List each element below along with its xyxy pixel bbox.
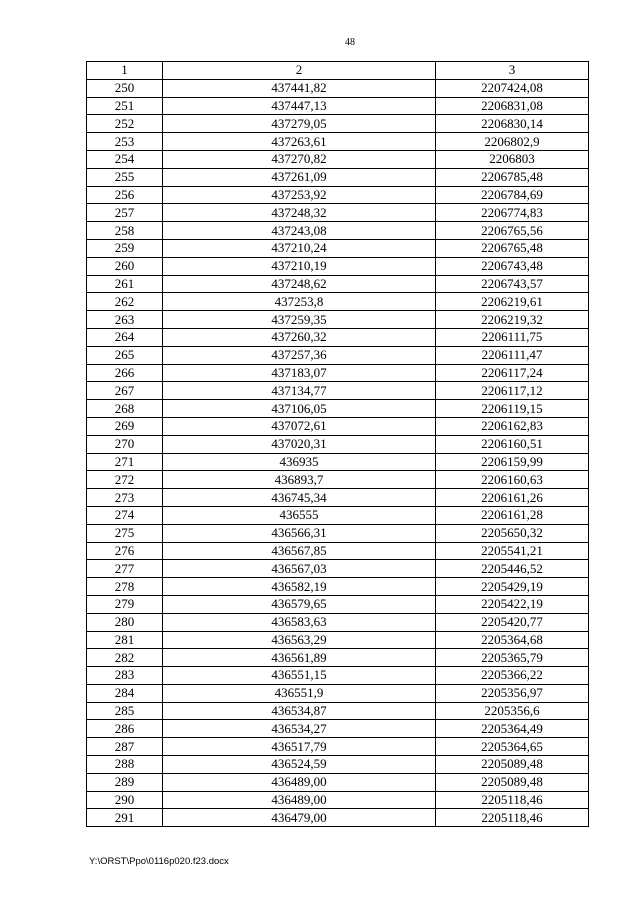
table-row — [87, 115, 589, 133]
table-row — [87, 773, 589, 791]
coordinate-x-cell: 437183,07 — [163, 364, 436, 382]
coordinate-y-cell: 2206774,83 — [436, 204, 589, 222]
point-number-cell: 270 — [87, 435, 163, 453]
coordinate-y-cell: 2205364,68 — [436, 631, 589, 649]
point-number-cell: 283 — [87, 667, 163, 685]
coordinate-x-cell: 436517,79 — [163, 738, 436, 756]
column-header-1: 1 — [87, 62, 163, 80]
coordinate-x-cell: 437243,08 — [163, 222, 436, 240]
coordinate-x-cell: 437441,82 — [163, 79, 436, 97]
coordinate-x-cell: 437261,09 — [163, 168, 436, 186]
coordinate-x-cell: 436893,7 — [163, 471, 436, 489]
table-row — [87, 346, 589, 364]
point-number-cell: 286 — [87, 720, 163, 738]
table-row — [87, 578, 589, 596]
point-number-cell: 254 — [87, 150, 163, 168]
coordinate-y-cell: 2205541,21 — [436, 542, 589, 560]
table-row — [87, 613, 589, 631]
coordinate-y-cell: 2206785,48 — [436, 168, 589, 186]
table-row — [87, 489, 589, 507]
coordinate-x-cell: 436534,87 — [163, 702, 436, 720]
coordinate-x-cell: 437134,77 — [163, 382, 436, 400]
coordinate-y-cell: 2205089,48 — [436, 773, 589, 791]
page-number: 48 — [345, 37, 355, 48]
point-number-cell: 265 — [87, 346, 163, 364]
column-header-2: 2 — [163, 62, 436, 80]
point-number-cell: 280 — [87, 613, 163, 631]
coordinate-x-cell: 436555 — [163, 506, 436, 524]
coordinate-y-cell: 2206830,14 — [436, 115, 589, 133]
coordinate-y-cell: 2205365,79 — [436, 649, 589, 667]
footer-file-path: Y:\ORST\Ppo\0116p020.f23.docx — [89, 856, 229, 867]
coordinate-x-cell: 437270,82 — [163, 150, 436, 168]
point-number-cell: 275 — [87, 524, 163, 542]
coordinate-y-cell: 2205429,19 — [436, 578, 589, 596]
coordinate-y-cell: 2205118,46 — [436, 791, 589, 809]
coordinate-x-cell: 437106,05 — [163, 400, 436, 418]
point-number-cell: 289 — [87, 773, 163, 791]
coordinate-y-cell: 2206161,28 — [436, 506, 589, 524]
coordinate-x-cell: 436567,03 — [163, 560, 436, 578]
coordinate-y-cell: 2206160,51 — [436, 435, 589, 453]
coordinate-x-cell: 436489,00 — [163, 773, 436, 791]
coordinate-x-cell: 437253,8 — [163, 293, 436, 311]
coordinate-y-cell: 2206117,24 — [436, 364, 589, 382]
coordinate-y-cell: 2205089,48 — [436, 756, 589, 774]
table-row — [87, 791, 589, 809]
coordinate-y-cell: 2206765,48 — [436, 239, 589, 257]
coordinate-x-cell: 436479,00 — [163, 809, 436, 827]
table-row — [87, 667, 589, 685]
point-number-cell: 282 — [87, 649, 163, 667]
table-body — [87, 79, 589, 826]
coordinate-y-cell: 2205366,22 — [436, 667, 589, 685]
point-number-cell: 252 — [87, 115, 163, 133]
coordinate-x-cell: 437020,31 — [163, 435, 436, 453]
table-row — [87, 506, 589, 524]
point-number-cell: 259 — [87, 239, 163, 257]
coordinate-y-cell: 2206160,63 — [436, 471, 589, 489]
point-number-cell: 266 — [87, 364, 163, 382]
table-row — [87, 684, 589, 702]
coordinate-x-cell: 437260,32 — [163, 328, 436, 346]
coordinate-y-cell: 2206219,61 — [436, 293, 589, 311]
table-row — [87, 417, 589, 435]
point-number-cell: 276 — [87, 542, 163, 560]
coordinate-y-cell: 2206803 — [436, 150, 589, 168]
table-row — [87, 542, 589, 560]
coordinate-x-cell: 436561,89 — [163, 649, 436, 667]
coordinate-x-cell: 436745,34 — [163, 489, 436, 507]
table-row — [87, 595, 589, 613]
table-row — [87, 150, 589, 168]
coordinate-y-cell: 2206159,99 — [436, 453, 589, 471]
point-number-cell: 250 — [87, 79, 163, 97]
point-number-cell: 281 — [87, 631, 163, 649]
table-row — [87, 720, 589, 738]
coordinate-y-cell: 2207424,08 — [436, 79, 589, 97]
coordinate-y-cell: 2205364,65 — [436, 738, 589, 756]
point-number-cell: 279 — [87, 595, 163, 613]
coordinate-y-cell: 2206784,69 — [436, 186, 589, 204]
table-row — [87, 204, 589, 222]
table-row — [87, 311, 589, 329]
coordinate-y-cell: 2205422,19 — [436, 595, 589, 613]
table-row — [87, 809, 589, 827]
coordinate-y-cell: 2206119,15 — [436, 400, 589, 418]
table-row — [87, 293, 589, 311]
coordinate-y-cell: 2206765,56 — [436, 222, 589, 240]
coordinate-y-cell: 2205446,52 — [436, 560, 589, 578]
point-number-cell: 257 — [87, 204, 163, 222]
table-row — [87, 435, 589, 453]
point-number-cell: 255 — [87, 168, 163, 186]
coordinate-y-cell: 2206111,75 — [436, 328, 589, 346]
coordinate-x-cell: 436566,31 — [163, 524, 436, 542]
table-row — [87, 168, 589, 186]
table-row — [87, 97, 589, 115]
coordinate-x-cell: 436551,15 — [163, 667, 436, 685]
point-number-cell: 274 — [87, 506, 163, 524]
point-number-cell: 287 — [87, 738, 163, 756]
coordinate-y-cell: 2206219,32 — [436, 311, 589, 329]
table-row — [87, 186, 589, 204]
point-number-cell: 251 — [87, 97, 163, 115]
coordinate-x-cell: 436567,85 — [163, 542, 436, 560]
coordinate-x-cell: 437259,35 — [163, 311, 436, 329]
point-number-cell: 284 — [87, 684, 163, 702]
coordinate-y-cell: 2205356,97 — [436, 684, 589, 702]
point-number-cell: 261 — [87, 275, 163, 293]
coordinate-x-cell: 436563,29 — [163, 631, 436, 649]
coordinate-y-cell: 2205650,32 — [436, 524, 589, 542]
point-number-cell: 258 — [87, 222, 163, 240]
table-row — [87, 222, 589, 240]
table-row — [87, 328, 589, 346]
point-number-cell: 285 — [87, 702, 163, 720]
coordinate-x-cell: 436579,65 — [163, 595, 436, 613]
point-number-cell: 273 — [87, 489, 163, 507]
point-number-cell: 260 — [87, 257, 163, 275]
coordinate-x-cell: 436582,19 — [163, 578, 436, 596]
coordinate-y-cell: 2206162,83 — [436, 417, 589, 435]
coordinate-y-cell: 2206831,08 — [436, 97, 589, 115]
table-header-row — [87, 62, 589, 80]
table-row — [87, 400, 589, 418]
point-number-cell: 272 — [87, 471, 163, 489]
column-header-3: 3 — [436, 62, 589, 80]
table-row — [87, 79, 589, 97]
coordinate-x-cell: 436935 — [163, 453, 436, 471]
table-row — [87, 133, 589, 151]
coordinate-x-cell: 437447,13 — [163, 97, 436, 115]
table-row — [87, 738, 589, 756]
coordinate-x-cell: 437248,62 — [163, 275, 436, 293]
coordinate-y-cell: 2205420,77 — [436, 613, 589, 631]
table-row — [87, 756, 589, 774]
table-row — [87, 257, 589, 275]
coordinate-y-cell: 2206111,47 — [436, 346, 589, 364]
table-row — [87, 649, 589, 667]
coordinate-x-cell: 436583,63 — [163, 613, 436, 631]
coordinate-x-cell: 437210,24 — [163, 239, 436, 257]
table-row — [87, 364, 589, 382]
coordinate-y-cell: 2206117,12 — [436, 382, 589, 400]
point-number-cell: 256 — [87, 186, 163, 204]
coordinate-x-cell: 437072,61 — [163, 417, 436, 435]
coordinate-x-cell: 437257,36 — [163, 346, 436, 364]
coordinate-y-cell: 2205364,49 — [436, 720, 589, 738]
point-number-cell: 267 — [87, 382, 163, 400]
coordinate-x-cell: 437263,61 — [163, 133, 436, 151]
point-number-cell: 290 — [87, 791, 163, 809]
table-row — [87, 631, 589, 649]
point-number-cell: 278 — [87, 578, 163, 596]
table-row — [87, 453, 589, 471]
coordinate-y-cell: 2205118,46 — [436, 809, 589, 827]
coordinate-x-cell: 436489,00 — [163, 791, 436, 809]
coordinate-y-cell: 2206743,48 — [436, 257, 589, 275]
point-number-cell: 291 — [87, 809, 163, 827]
coordinate-y-cell: 2205356,6 — [436, 702, 589, 720]
point-number-cell: 264 — [87, 328, 163, 346]
coordinate-x-cell: 436524,59 — [163, 756, 436, 774]
coordinates-table — [86, 61, 589, 827]
point-number-cell: 269 — [87, 417, 163, 435]
coordinate-y-cell: 2206802,9 — [436, 133, 589, 151]
coordinate-x-cell: 437279,05 — [163, 115, 436, 133]
point-number-cell: 288 — [87, 756, 163, 774]
table-row — [87, 275, 589, 293]
coordinate-y-cell: 2206743,57 — [436, 275, 589, 293]
table-row — [87, 382, 589, 400]
coordinate-y-cell: 2206161,26 — [436, 489, 589, 507]
table-row — [87, 560, 589, 578]
point-number-cell: 277 — [87, 560, 163, 578]
coordinate-x-cell: 437253,92 — [163, 186, 436, 204]
point-number-cell: 271 — [87, 453, 163, 471]
table-row — [87, 471, 589, 489]
coordinate-x-cell: 437248,32 — [163, 204, 436, 222]
table-row — [87, 702, 589, 720]
coordinate-x-cell: 437210,19 — [163, 257, 436, 275]
table-row — [87, 239, 589, 257]
coordinate-x-cell: 436551,9 — [163, 684, 436, 702]
coordinate-x-cell: 436534,27 — [163, 720, 436, 738]
table-row — [87, 524, 589, 542]
point-number-cell: 263 — [87, 311, 163, 329]
point-number-cell: 253 — [87, 133, 163, 151]
point-number-cell: 262 — [87, 293, 163, 311]
point-number-cell: 268 — [87, 400, 163, 418]
